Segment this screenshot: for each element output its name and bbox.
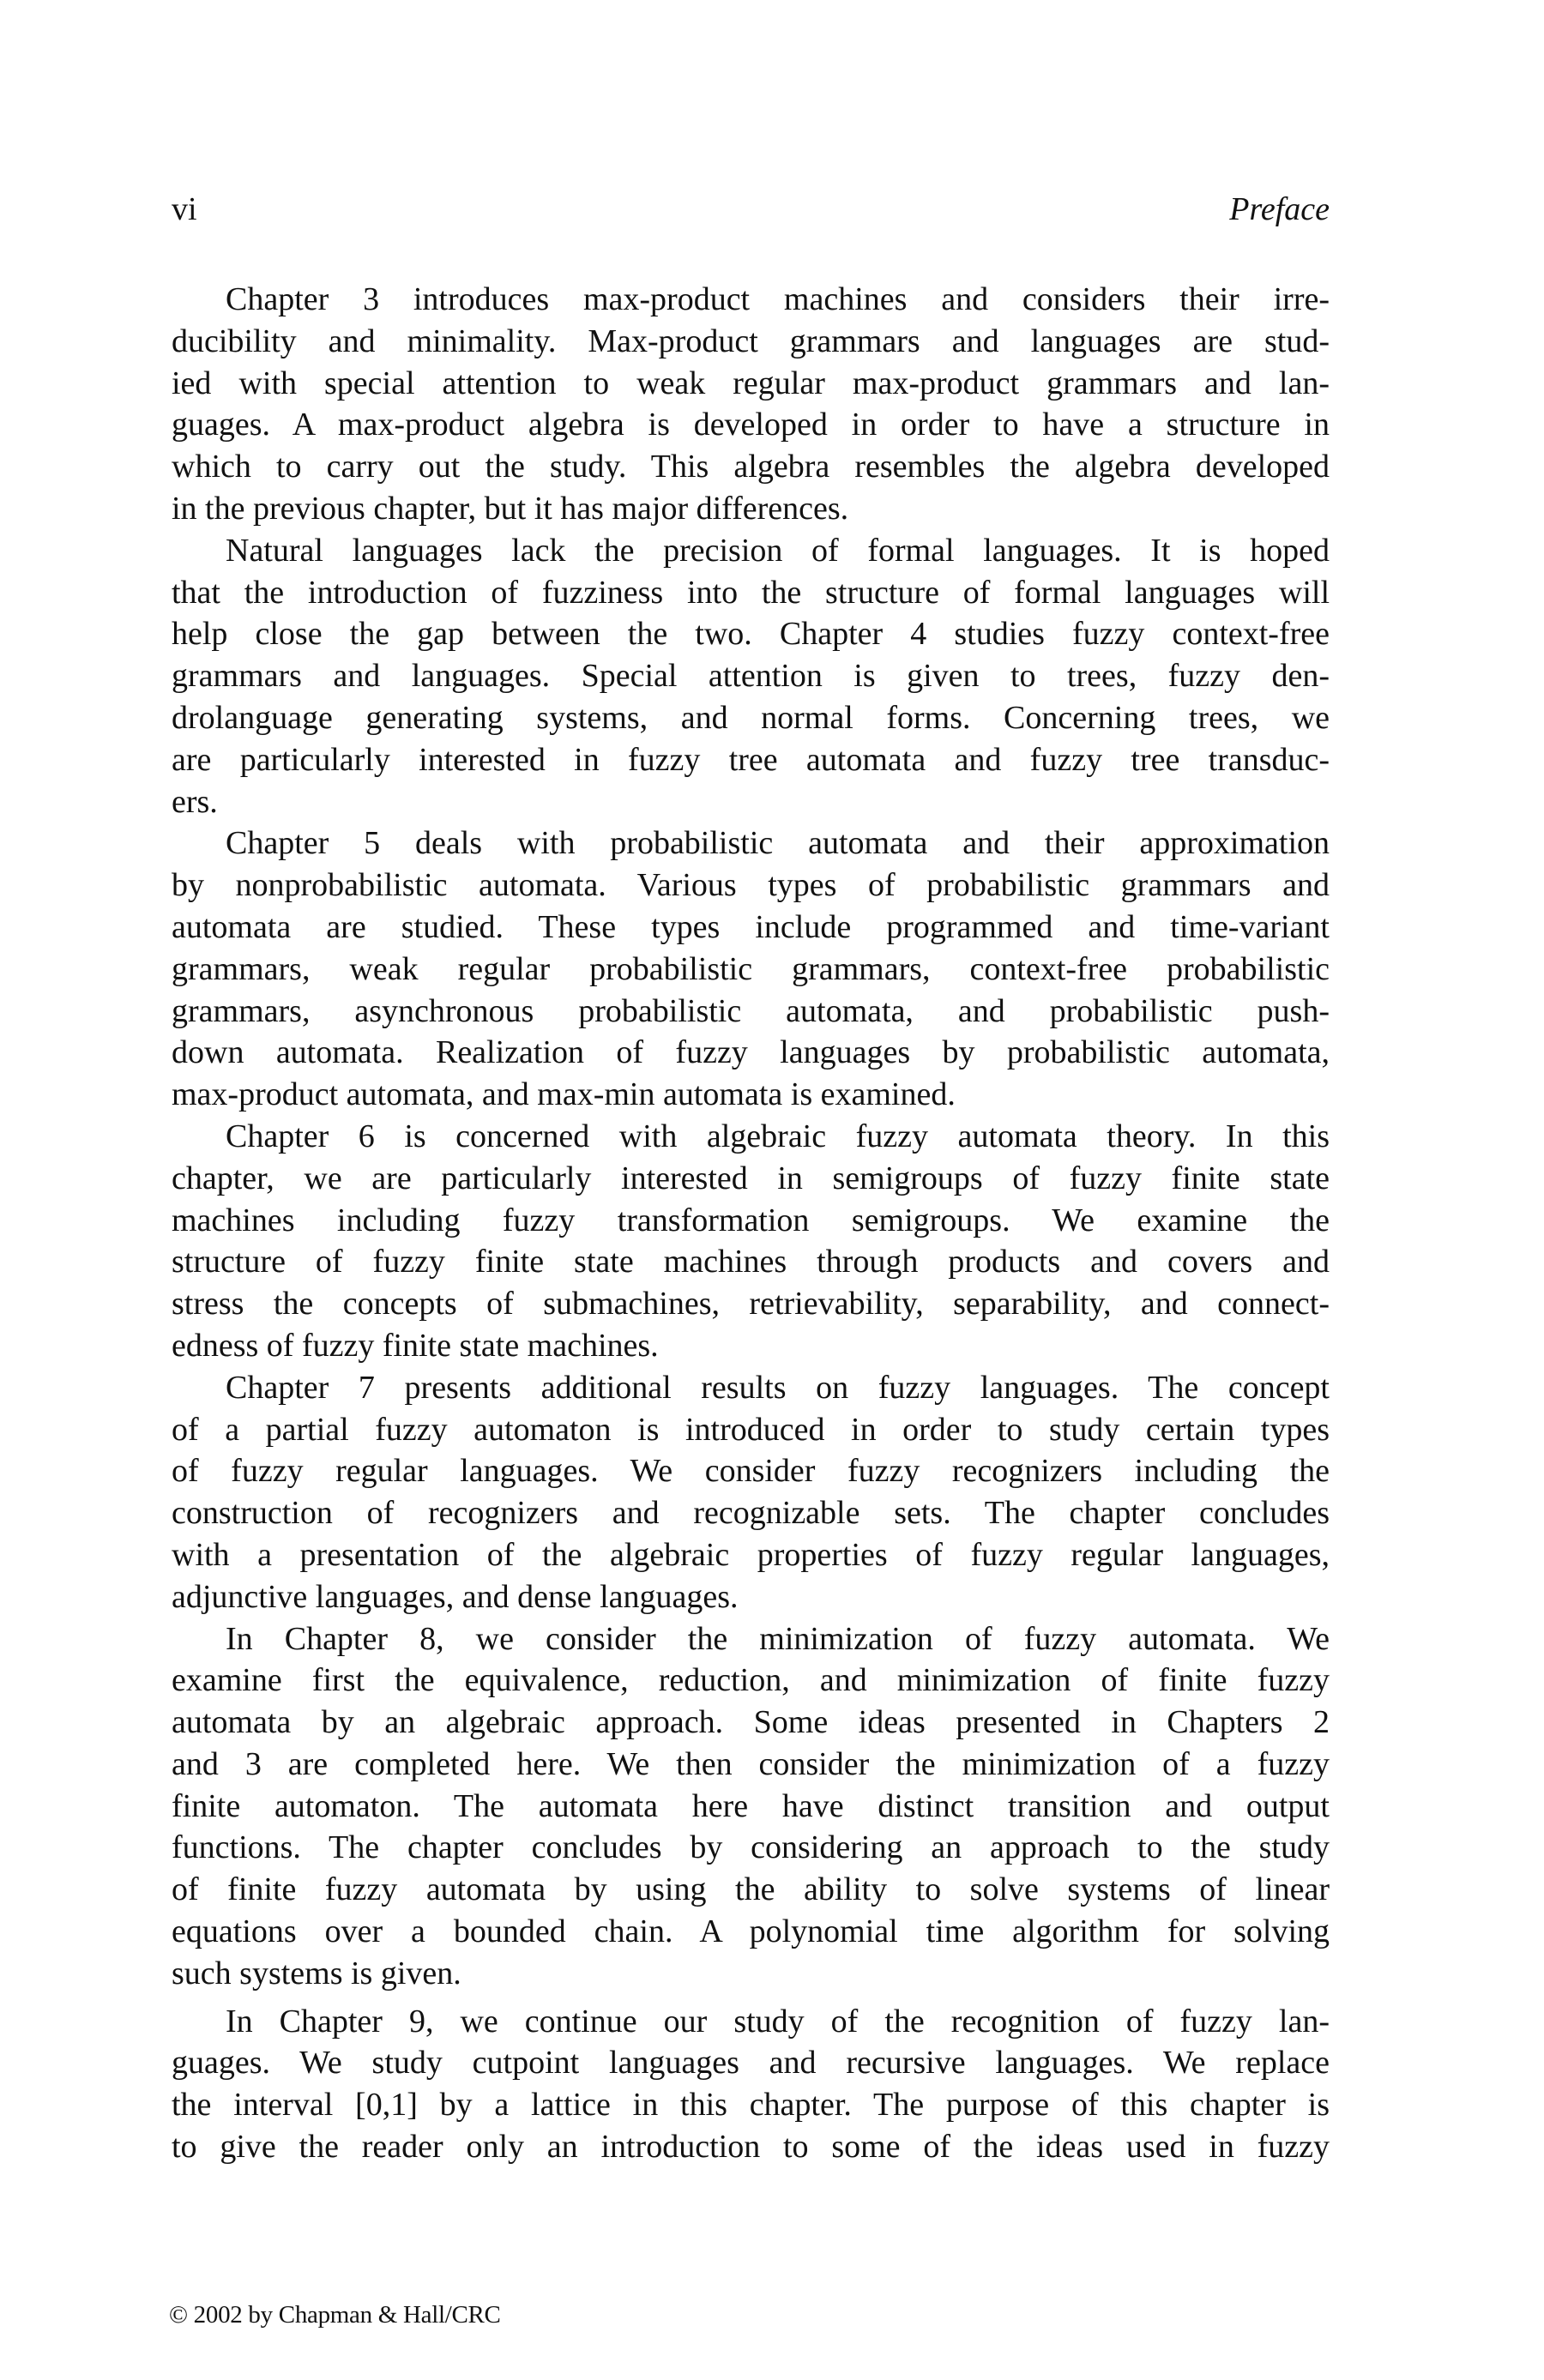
running-header (172, 190, 1330, 233)
text-line: help close the gap between the two. Chapter 4 studies fuzzy context-free (172, 616, 1330, 653)
text-line: grammars, asynchronous probabilistic automata, and probabilistic push- (172, 992, 1330, 1029)
text-line: Chapter 6 is concerned with algebraic fuzzy automata theory. In this (226, 1118, 1330, 1154)
text-line: by nonprobabilistic automata. Various types of probabilistic grammars and (172, 867, 1330, 904)
text-line: ers. (172, 783, 218, 820)
text-line: In Chapter 9, we continue our study of the recognition of fuzzy lan- (226, 2003, 1330, 2040)
text-line: functions. The chapter concludes by considering an approach to the study (172, 1829, 1330, 1866)
text-line: Chapter 3 introduces max-product machines and considers their irre- (226, 281, 1330, 317)
text-line: max-product automata, and max-min automata is examined. (172, 1076, 956, 1113)
text-line: finite automaton. The automata here have distinct transition and output (172, 1787, 1330, 1824)
copyright-footer: © 2002 by Chapman & Hall/CRC (169, 2301, 501, 2329)
text-line: of fuzzy regular languages. We consider fuzzy recognizers including the (172, 1453, 1330, 1490)
text-line: that the introduction of fuzziness into the structure of formal languages will (172, 574, 1330, 611)
text-line: In Chapter 8, we consider the minimization of fuzzy automata. We (226, 1620, 1330, 1657)
text-line: Chapter 7 presents additional results on fuzzy languages. The concept (226, 1369, 1330, 1406)
paragraph (172, 1618, 1330, 1995)
text-line: in the previous chapter, but it has major differences. (172, 490, 849, 527)
running-title: Preface (1229, 191, 1330, 227)
text-line: automata by an algebraic approach. Some ideas presented in Chapters 2 (172, 1704, 1330, 1741)
text-line: adjunctive languages, and dense languages. (172, 1578, 739, 1615)
paragraph (172, 279, 1330, 530)
text-line: Natural languages lack the precision of formal languages. It is hoped (226, 532, 1330, 569)
text-line: such systems is given. (172, 1955, 461, 1991)
text-line: structure of fuzzy finite state machines through products and covers and (172, 1244, 1330, 1280)
text-line: of finite fuzzy automata by using the ability to solve systems of linear (172, 1871, 1330, 1908)
text-line: Chapter 5 deals with probabilistic automata and their approximation (226, 825, 1330, 862)
paragraph (172, 1116, 1330, 1367)
text-line: down automata. Realization of fuzzy languages by probabilistic automata, (172, 1034, 1330, 1071)
text-line: which to carry out the study. This algebra resembles the algebra developed (172, 449, 1330, 485)
paragraph (172, 822, 1330, 1116)
text-line: guages. A max-product algebra is developed in order to have a structure in (172, 407, 1330, 443)
paragraph (172, 530, 1330, 823)
text-line: are particularly interested in fuzzy tree automata and fuzzy tree transduc- (172, 741, 1330, 778)
text-line: chapter, we are particularly interested in semigroups of fuzzy finite state (172, 1160, 1330, 1196)
text-line: equations over a bounded chain. A polynomial time algorithm for solving (172, 1913, 1330, 1950)
text-line: of a partial fuzzy automaton is introduced in order to study certain types (172, 1411, 1330, 1448)
paragraph (172, 1367, 1330, 1618)
text-line: machines including fuzzy transformation semigroups. We examine the (172, 1202, 1330, 1238)
text-line: with a presentation of the algebraic properties of fuzzy regular languages, (172, 1536, 1330, 1573)
text-line: drolanguage generating systems, and normal forms. Concerning trees, we (172, 699, 1330, 736)
text-line: ied with special attention to weak regular max-product grammars and lan- (172, 365, 1330, 401)
text-line: stress the concepts of submachines, retrievability, separability, and connect- (172, 1286, 1330, 1323)
text-line: the interval [0,1] by a lattice in this chapter. The purpose of this chapter is (172, 2087, 1330, 2124)
text-line: construction of recognizers and recognizable sets. The chapter concludes (172, 1495, 1330, 1532)
text-line: grammars, weak regular probabilistic grammars, context-free probabilistic (172, 950, 1330, 987)
text-line: automata are studied. These types include programmed and time-variant (172, 908, 1330, 945)
paragraph (172, 2001, 1330, 2168)
body-text (172, 279, 1330, 2168)
text-line: to give the reader only an introduction to some of the ideas used in fuzzy (172, 2129, 1330, 2166)
text-line: and 3 are completed here. We then consider the minimization of a fuzzy (172, 1745, 1330, 1782)
text-line: edness of fuzzy finite state machines. (172, 1327, 659, 1364)
text-line: guages. We study cutpoint languages and recursive languages. We replace (172, 2045, 1330, 2082)
text-line: ducibility and minimality. Max-product grammars and languages are stud- (172, 322, 1330, 359)
text-line: examine first the equivalence, reduction, and minimization of finite fuzzy (172, 1662, 1330, 1699)
text-line: grammars and languages. Special attention is given to trees, fuzzy den- (172, 658, 1330, 695)
page-number: vi (172, 191, 197, 227)
